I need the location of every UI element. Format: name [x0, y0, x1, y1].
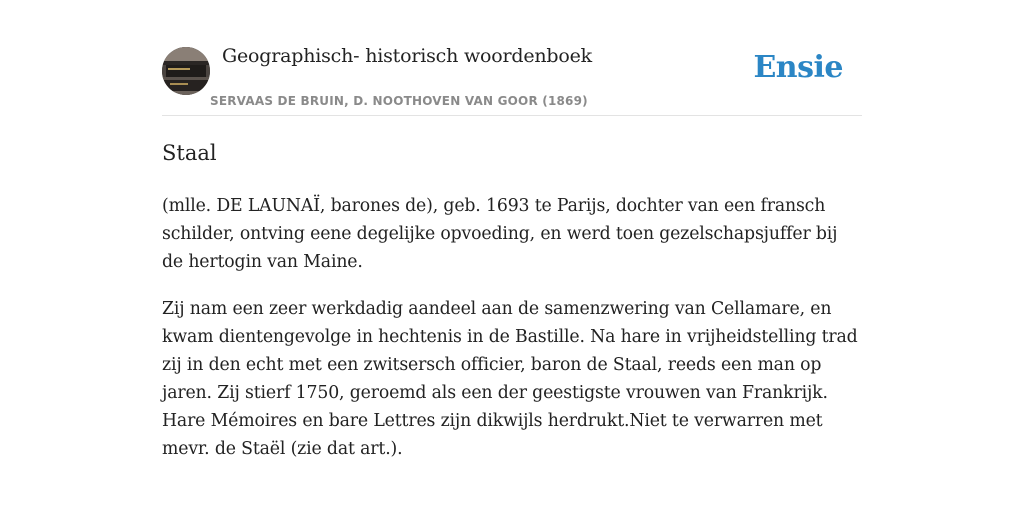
book-author: SERVAAS DE BRUIN, D. NOOTHOVEN VAN GOOR (1869) — [210, 94, 588, 108]
entry-title: Staal — [162, 141, 217, 165]
entry-card — [162, 0, 862, 459]
book-title[interactable]: Geographisch- historisch woordenboek — [222, 45, 592, 67]
book-header — [162, 0, 862, 116]
entry-body — [162, 192, 862, 482]
entry-paragraph: Zij nam een zeer werkdadig aandeel aan de samenzwering van Cellamare, en kwam dientengevolge in hechtenis in de Bastille. Na hare in vrijheidstelling trad zij in den echt met een zwitsersch officier, baron de Staal, reeds een man op jaren. Zij stierf 1750, geroemd als een der geestigste vrouwen van Frankrijk. Hare Mémoires en bare Lettres zijn dikwijls herdrukt.Niet te verwarren met mevr. de Staël (zie dat art.). — [162, 299, 858, 459]
ensie-logo-link[interactable]: Ensie — [753, 50, 843, 85]
book-thumbnail-icon[interactable] — [162, 47, 210, 95]
entry-paragraph: (mlle. DE LAUNAÏ, barones de), geb. 1693 te Parijs, dochter van een fransch schilder, ontving eene degelijke opvoeding, en werd toen gezelschapsjuffer bij de hertogin van Maine. — [162, 196, 838, 272]
